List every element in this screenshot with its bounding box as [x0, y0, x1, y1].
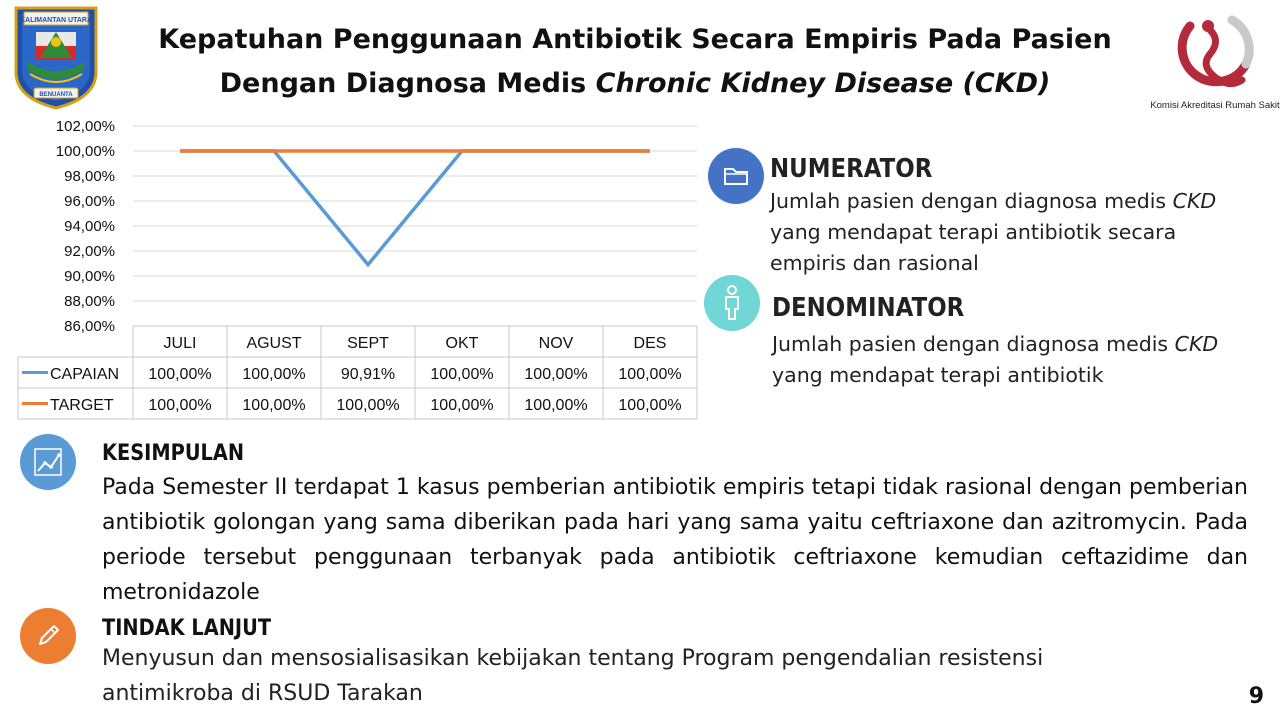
y-tick-label: 102,00% [55, 118, 115, 135]
y-tick-label: 98,00% [64, 168, 115, 185]
tindak-lanjut-heading: TINDAK LANJUT [102, 616, 272, 641]
data-table-value: 100,00% [242, 366, 306, 383]
emblem-banner-text: KALIMANTAN UTARA [19, 17, 93, 24]
x-category-label: JULI [163, 335, 197, 352]
kesimpulan-heading: KESIMPULAN [102, 441, 245, 466]
data-table-value: 100,00% [430, 366, 494, 383]
y-tick-label: 100,00% [55, 143, 115, 160]
x-category-label: SEPT [347, 335, 389, 352]
kars-logo-caption: Komisi Akreditasi Rumah Sakit [1150, 100, 1280, 111]
page-number: 9 [1248, 684, 1264, 709]
province-emblem-logo [8, 2, 104, 110]
numerator-text-a: Jumlah pasien dengan diagnosa medis [770, 189, 1173, 213]
x-category-label: DES [633, 335, 667, 352]
denominator-text-a: Jumlah pasien dengan diagnosa medis [772, 332, 1175, 356]
data-table-value: 100,00% [148, 397, 212, 414]
numerator-icon-circle [708, 148, 764, 204]
data-table-value: 100,00% [618, 397, 682, 414]
denominator-text-italic: CKD [1174, 332, 1219, 356]
y-tick-label: 86,00% [64, 318, 115, 335]
y-tick-label: 94,00% [64, 218, 115, 235]
data-table-value: 100,00% [524, 397, 588, 414]
numerator-text-italic: CKD [1172, 189, 1217, 213]
person-icon [704, 275, 760, 331]
y-tick-label: 92,00% [64, 243, 115, 260]
data-table-value: 100,00% [242, 397, 306, 414]
y-tick-label: 88,00% [64, 293, 115, 310]
tindak-lanjut-icon-circle [20, 608, 76, 664]
line-chart-icon [20, 434, 76, 490]
x-category-label: NOV [538, 335, 574, 352]
denominator-text-b: yang mendapat terapi antibiotik [772, 363, 1104, 387]
data-table-value: 100,00% [524, 366, 588, 383]
y-tick-label: 96,00% [64, 193, 115, 210]
title-line-1: Kepatuhan Penggunaan Antibiotik Secara Empiris Pada Pasien [158, 24, 1112, 55]
emblem-ribbon-text: BENUANTA [39, 92, 73, 98]
denominator-text [772, 329, 1252, 391]
slide-title [120, 18, 1150, 106]
data-table-value: 100,00% [618, 366, 682, 383]
pencil-icon [20, 608, 76, 664]
y-tick-label: 90,00% [64, 268, 115, 285]
compliance-line-chart [0, 110, 710, 430]
x-category-label: AGUST [246, 335, 302, 352]
data-table-value: 100,00% [336, 397, 400, 414]
chart-svg [0, 110, 710, 430]
kars-logo [1150, 4, 1280, 120]
data-table-value: 90,91% [340, 366, 396, 383]
legend-series-name: TARGET [50, 397, 114, 414]
x-category-label: OKT [445, 335, 479, 352]
numerator-text-b: yang mendapat terapi antibiotik secara empiris dan rasional [770, 220, 1177, 275]
numerator-text [770, 186, 1250, 279]
denominator-heading: DENOMINATOR [772, 293, 965, 323]
kesimpulan-icon-circle [20, 434, 76, 490]
numerator-heading: NUMERATOR [770, 154, 933, 184]
kesimpulan-text: Pada Semester II terdapat 1 kasus pemberian antibiotik empiris tetapi tidak rasional dengan pemberian antibiotik golongan yang sama diberikan pada hari yang sama yaitu ceftriaxone dan azitromycin. Pada periode tersebut penggunaan terbanyak pada antibiotik ceftriaxone kemudian ceftazidime dan metronidazole [102, 475, 1248, 605]
data-table-value: 100,00% [430, 397, 494, 414]
title-line-2-prefix: Dengan Diagnosa Medis [219, 68, 596, 99]
series-line-capaian [180, 151, 650, 265]
denominator-icon-circle [704, 275, 760, 331]
folder-icon [708, 148, 764, 204]
title-line-2 [120, 62, 1150, 106]
legend-series-name: CAPAIAN [50, 366, 120, 383]
data-table-value: 100,00% [148, 366, 212, 383]
tindak-lanjut-text: Menyusun dan mensosialisasikan kebijakan tentang Program pengendalian resistensi antimikroba di RSUD Tarakan [102, 646, 1044, 706]
title-line-2-italic: Chronic Kidney Disease (CKD) [595, 68, 1051, 99]
